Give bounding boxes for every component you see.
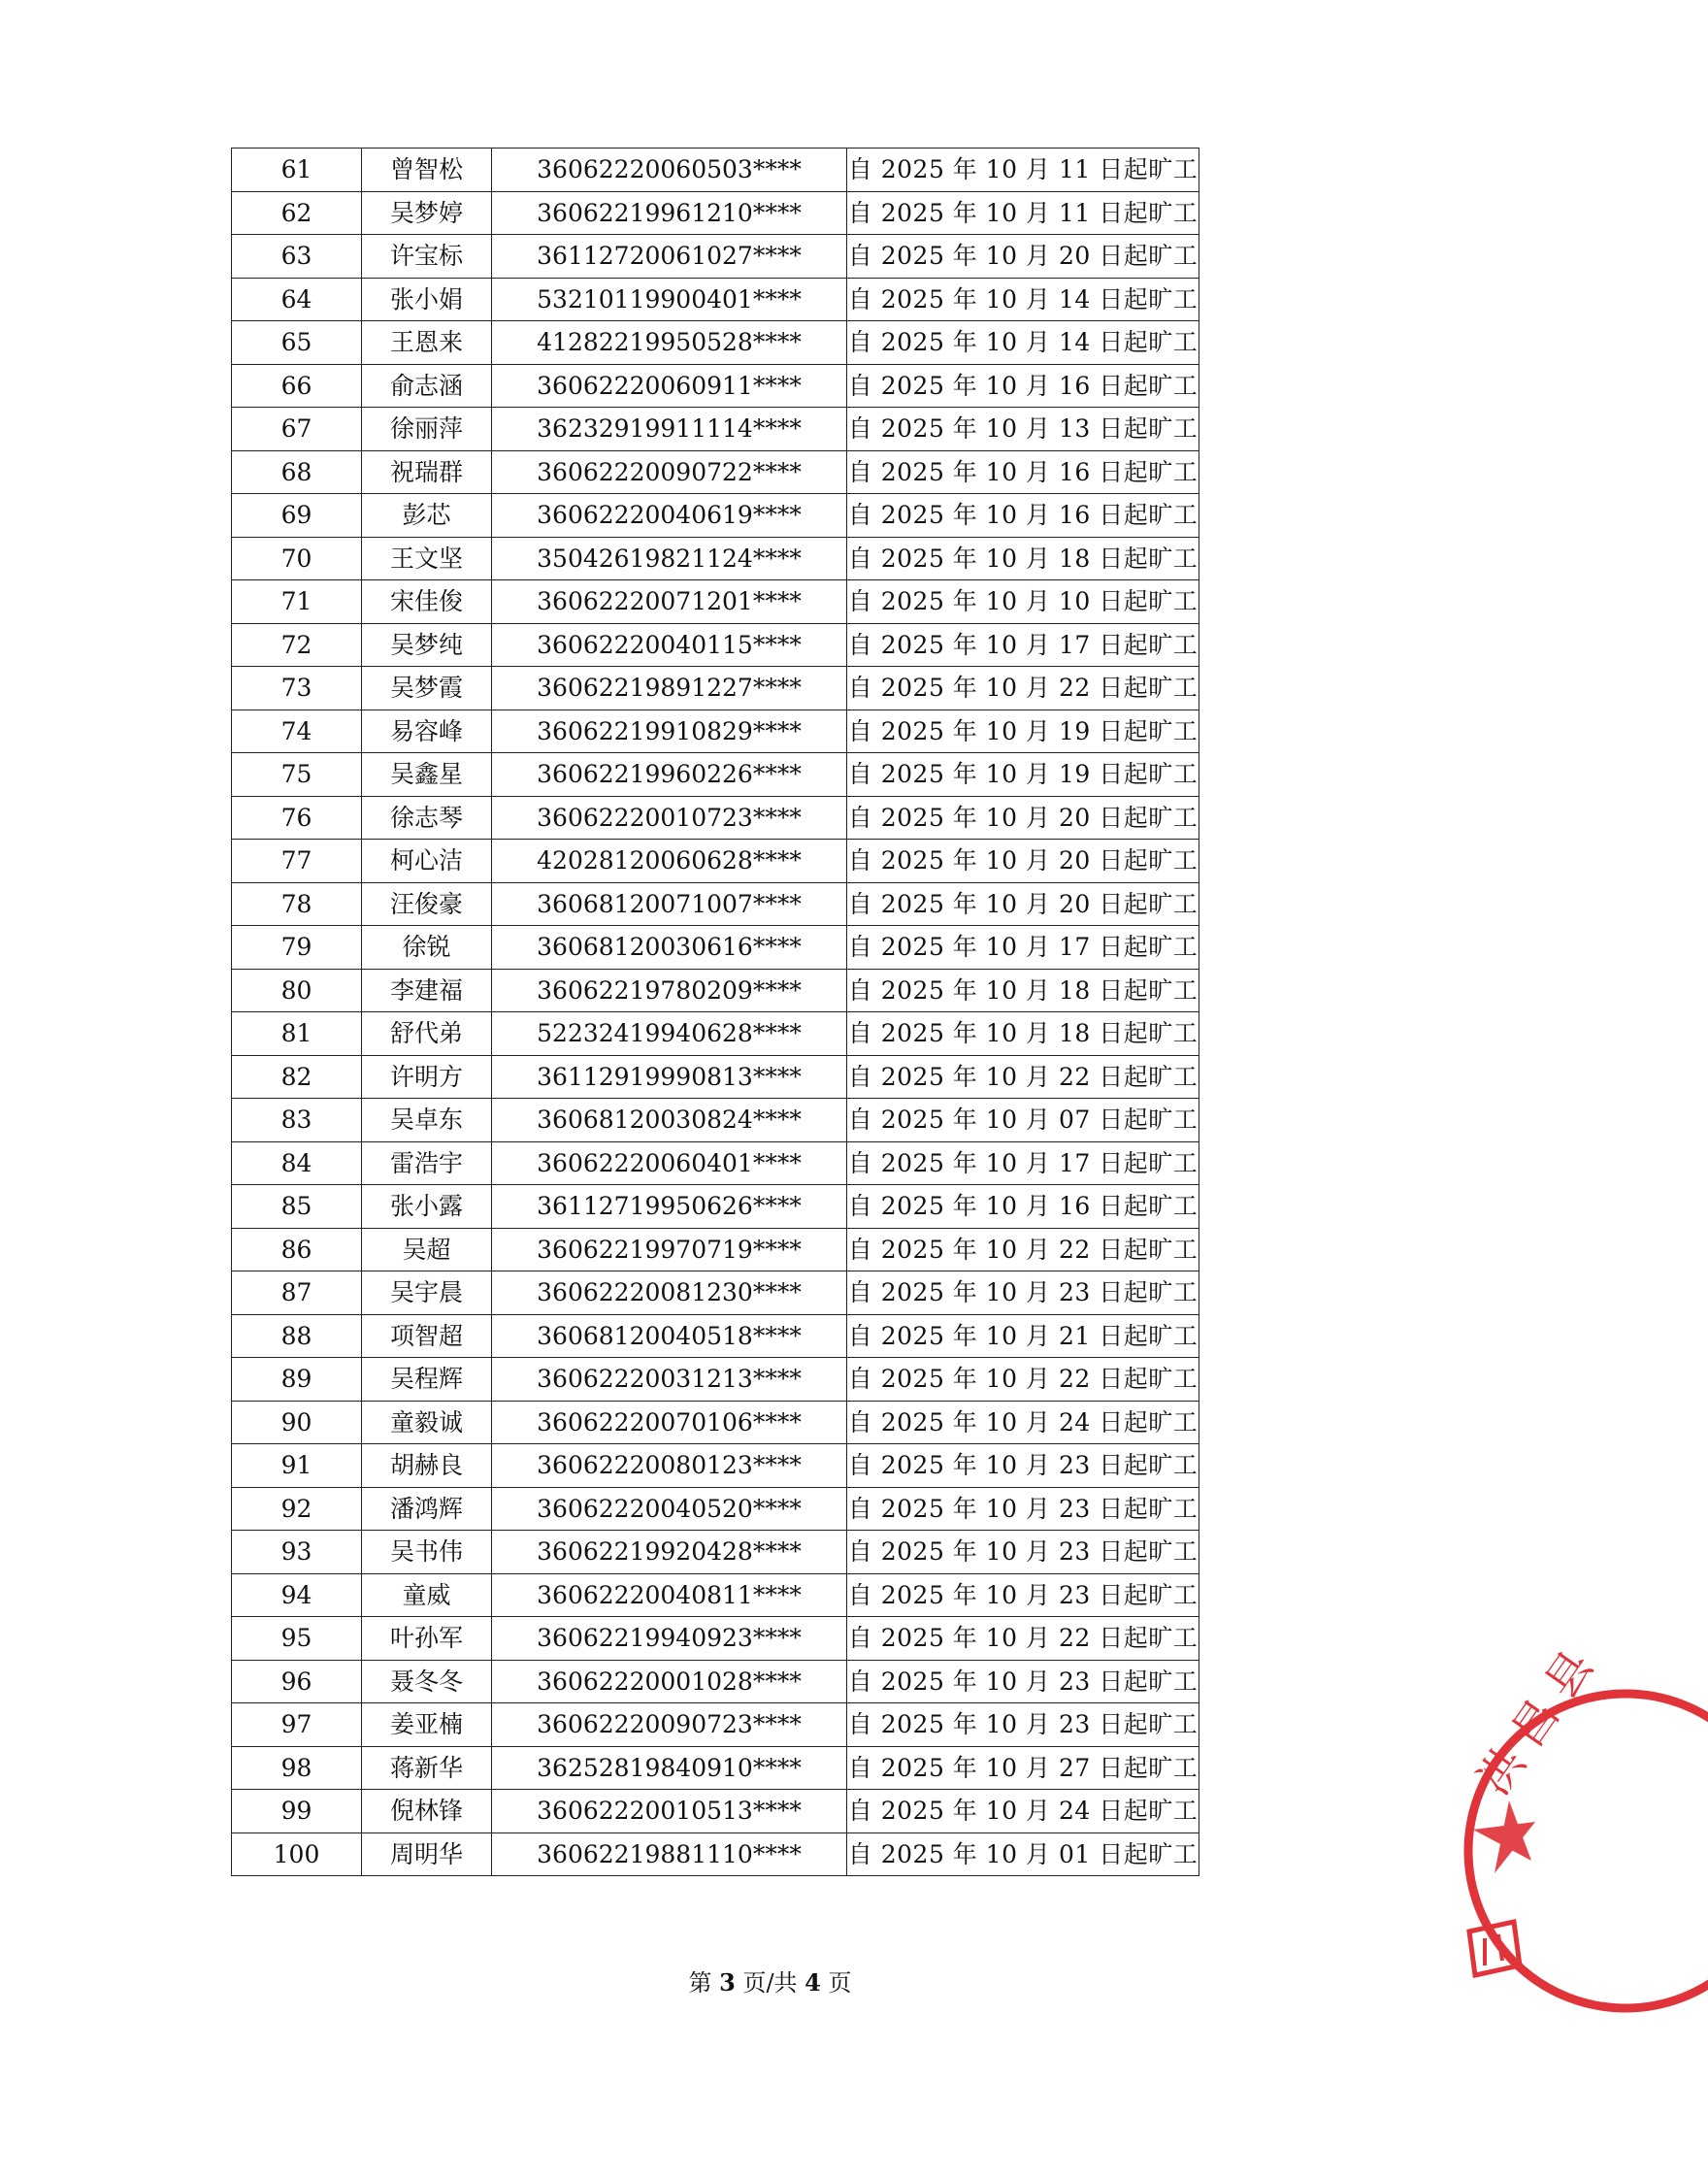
table-row: [232, 1832, 1199, 1876]
employee-name-cell: 潘鸿辉: [362, 1487, 492, 1531]
absence-status-cell: 自 2025 年 10 月 19 日起旷工: [847, 710, 1199, 753]
row-number-cell: 66: [232, 364, 362, 408]
row-number-cell: 92: [232, 1487, 362, 1531]
id-number-cell: 36062219920428****: [492, 1531, 847, 1574]
row-number-cell: 98: [232, 1746, 362, 1790]
row-number-cell: 70: [232, 537, 362, 580]
employee-name-cell: 吴程辉: [362, 1358, 492, 1402]
id-number-cell: 36062219970719****: [492, 1228, 847, 1271]
employee-name-cell: 徐志琴: [362, 796, 492, 840]
page-footer: [0, 1968, 1540, 1997]
employee-name-cell: 汪俊豪: [362, 882, 492, 926]
id-number-cell: 36062220040520****: [492, 1487, 847, 1531]
absence-status-cell: 自 2025 年 10 月 23 日起旷工: [847, 1660, 1199, 1703]
employee-name-cell: 吴超: [362, 1228, 492, 1271]
employee-name-cell: 吴书伟: [362, 1531, 492, 1574]
id-number-cell: 36068120030824****: [492, 1099, 847, 1142]
id-number-cell: 36062220090722****: [492, 450, 847, 494]
absence-status-cell: 自 2025 年 10 月 22 日起旷工: [847, 1228, 1199, 1271]
table-row: [232, 1660, 1199, 1703]
table-row: [232, 1703, 1199, 1747]
employee-name-cell: 宋佳俊: [362, 580, 492, 624]
absence-status-cell: 自 2025 年 10 月 19 日起旷工: [847, 753, 1199, 797]
id-number-cell: 36062219780209****: [492, 969, 847, 1012]
employee-name-cell: 吴梦霞: [362, 667, 492, 710]
employee-name-cell: 吴梦纯: [362, 623, 492, 667]
id-number-cell: 36062220040115****: [492, 623, 847, 667]
table-row: [232, 408, 1199, 451]
table-row: [232, 1314, 1199, 1358]
table-row: [232, 882, 1199, 926]
row-number-cell: 87: [232, 1271, 362, 1315]
table-row: [232, 710, 1199, 753]
table-row: [232, 494, 1199, 538]
employee-name-cell: 李建福: [362, 969, 492, 1012]
row-number-cell: 77: [232, 840, 362, 883]
id-number-cell: 36062220060911****: [492, 364, 847, 408]
absence-status-cell: 自 2025 年 10 月 17 日起旷工: [847, 1141, 1199, 1185]
table-row: [232, 753, 1199, 797]
id-number-cell: 53210119900401****: [492, 278, 847, 321]
employee-name-cell: 祝瑞群: [362, 450, 492, 494]
id-number-cell: 36232919911114****: [492, 408, 847, 451]
table-row: [232, 1401, 1199, 1444]
id-number-cell: 36068120040518****: [492, 1314, 847, 1358]
absence-status-cell: 自 2025 年 10 月 27 日起旷工: [847, 1746, 1199, 1790]
employee-name-cell: 童威: [362, 1573, 492, 1617]
employee-name-cell: 吴卓东: [362, 1099, 492, 1142]
footer-prefix: 第: [688, 1969, 720, 1997]
absence-status-cell: 自 2025 年 10 月 18 日起旷工: [847, 537, 1199, 580]
table-row: [232, 580, 1199, 624]
row-number-cell: 61: [232, 149, 362, 192]
table-row: [232, 149, 1199, 192]
id-number-cell: 36252819840910****: [492, 1746, 847, 1790]
absence-status-cell: 自 2025 年 10 月 18 日起旷工: [847, 969, 1199, 1012]
id-number-cell: 36062219960226****: [492, 753, 847, 797]
row-number-cell: 68: [232, 450, 362, 494]
absence-status-cell: 自 2025 年 10 月 14 日起旷工: [847, 321, 1199, 365]
employee-name-cell: 许明方: [362, 1055, 492, 1099]
table-row: [232, 1012, 1199, 1056]
table-row: [232, 969, 1199, 1012]
absence-status-cell: 自 2025 年 10 月 20 日起旷工: [847, 840, 1199, 883]
id-number-cell: 36062220081230****: [492, 1271, 847, 1315]
table-row: [232, 623, 1199, 667]
row-number-cell: 91: [232, 1444, 362, 1488]
employee-name-cell: 徐丽萍: [362, 408, 492, 451]
employee-name-cell: 吴鑫星: [362, 753, 492, 797]
row-number-cell: 81: [232, 1012, 362, 1056]
employee-name-cell: 项智超: [362, 1314, 492, 1358]
footer-suffix: 页: [820, 1969, 852, 1997]
absence-status-cell: 自 2025 年 10 月 23 日起旷工: [847, 1703, 1199, 1747]
id-number-cell: 36068120071007****: [492, 882, 847, 926]
id-number-cell: 52232419940628****: [492, 1012, 847, 1056]
id-number-cell: 36062220001028****: [492, 1660, 847, 1703]
absence-status-cell: 自 2025 年 10 月 16 日起旷工: [847, 450, 1199, 494]
id-number-cell: 41282219950528****: [492, 321, 847, 365]
absence-status-cell: 自 2025 年 10 月 14 日起旷工: [847, 278, 1199, 321]
id-number-cell: 36062219961210****: [492, 191, 847, 235]
absence-status-cell: 自 2025 年 10 月 17 日起旷工: [847, 926, 1199, 970]
table-row: [232, 1271, 1199, 1315]
table-row: [232, 1746, 1199, 1790]
id-number-cell: 36112719950626****: [492, 1185, 847, 1229]
row-number-cell: 97: [232, 1703, 362, 1747]
row-number-cell: 100: [232, 1832, 362, 1876]
row-number-cell: 84: [232, 1141, 362, 1185]
absence-status-cell: 自 2025 年 10 月 20 日起旷工: [847, 796, 1199, 840]
absence-status-cell: 自 2025 年 10 月 07 日起旷工: [847, 1099, 1199, 1142]
absence-status-cell: 自 2025 年 10 月 22 日起旷工: [847, 667, 1199, 710]
row-number-cell: 96: [232, 1660, 362, 1703]
seal-text: 洪 昌 县: [1466, 1640, 1603, 1804]
id-number-cell: 36112720061027****: [492, 235, 847, 279]
row-number-cell: 86: [232, 1228, 362, 1271]
table-row: [232, 1790, 1199, 1833]
id-number-cell: 36062220070106****: [492, 1401, 847, 1444]
employee-name-cell: 张小露: [362, 1185, 492, 1229]
absence-status-cell: 自 2025 年 10 月 22 日起旷工: [847, 1055, 1199, 1099]
table-row: [232, 840, 1199, 883]
absence-status-cell: 自 2025 年 10 月 13 日起旷工: [847, 408, 1199, 451]
table-row: [232, 321, 1199, 365]
employee-name-cell: 聂冬冬: [362, 1660, 492, 1703]
employee-name-cell: 张小娟: [362, 278, 492, 321]
table-row: [232, 537, 1199, 580]
id-number-cell: 36068120030616****: [492, 926, 847, 970]
row-number-cell: 93: [232, 1531, 362, 1574]
id-number-cell: 36062220060503****: [492, 149, 847, 192]
absence-status-cell: 自 2025 年 10 月 20 日起旷工: [847, 235, 1199, 279]
footer-total-pages: 4: [805, 1968, 821, 1997]
absence-status-cell: 自 2025 年 10 月 21 日起旷工: [847, 1314, 1199, 1358]
employee-name-cell: 许宝标: [362, 235, 492, 279]
id-number-cell: 42028120060628****: [492, 840, 847, 883]
id-number-cell: 36112919990813****: [492, 1055, 847, 1099]
employee-name-cell: 柯心洁: [362, 840, 492, 883]
table-row: [232, 1055, 1199, 1099]
table-row: [232, 1141, 1199, 1185]
absence-status-cell: 自 2025 年 10 月 24 日起旷工: [847, 1790, 1199, 1833]
id-number-cell: 36062220060401****: [492, 1141, 847, 1185]
row-number-cell: 82: [232, 1055, 362, 1099]
absence-status-cell: 自 2025 年 10 月 16 日起旷工: [847, 364, 1199, 408]
employee-name-cell: 周明华: [362, 1832, 492, 1876]
row-number-cell: 80: [232, 969, 362, 1012]
row-number-cell: 69: [232, 494, 362, 538]
row-number-cell: 73: [232, 667, 362, 710]
table-row: [232, 1531, 1199, 1574]
id-number-cell: 36062220040619****: [492, 494, 847, 538]
table-row: [232, 1444, 1199, 1488]
absence-status-cell: 自 2025 年 10 月 11 日起旷工: [847, 191, 1199, 235]
table-row: [232, 926, 1199, 970]
table-row: [232, 450, 1199, 494]
employee-name-cell: 徐锐: [362, 926, 492, 970]
id-number-cell: 36062219910829****: [492, 710, 847, 753]
roster-body: [232, 149, 1199, 1876]
employee-name-cell: 王恩来: [362, 321, 492, 365]
row-number-cell: 64: [232, 278, 362, 321]
row-number-cell: 65: [232, 321, 362, 365]
employee-name-cell: 蒋新华: [362, 1746, 492, 1790]
id-number-cell: 36062220031213****: [492, 1358, 847, 1402]
table-row: [232, 278, 1199, 321]
id-number-cell: 36062220071201****: [492, 580, 847, 624]
id-number-cell: 36062220080123****: [492, 1444, 847, 1488]
row-number-cell: 75: [232, 753, 362, 797]
table-row: [232, 364, 1199, 408]
absence-status-cell: 自 2025 年 10 月 16 日起旷工: [847, 494, 1199, 538]
employee-name-cell: 王文坚: [362, 537, 492, 580]
row-number-cell: 62: [232, 191, 362, 235]
absence-status-cell: 自 2025 年 10 月 23 日起旷工: [847, 1444, 1199, 1488]
table-row: [232, 796, 1199, 840]
id-number-cell: 35042619821124****: [492, 537, 847, 580]
row-number-cell: 76: [232, 796, 362, 840]
id-number-cell: 36062219881110****: [492, 1832, 847, 1876]
row-number-cell: 88: [232, 1314, 362, 1358]
row-number-cell: 85: [232, 1185, 362, 1229]
table-row: [232, 1228, 1199, 1271]
table-row: [232, 235, 1199, 279]
employee-name-cell: 俞志涵: [362, 364, 492, 408]
row-number-cell: 90: [232, 1401, 362, 1444]
table-row: [232, 1487, 1199, 1531]
employee-name-cell: 舒代弟: [362, 1012, 492, 1056]
id-number-cell: 36062219891227****: [492, 667, 847, 710]
row-number-cell: 72: [232, 623, 362, 667]
absence-status-cell: 自 2025 年 10 月 18 日起旷工: [847, 1012, 1199, 1056]
id-number-cell: 36062220010723****: [492, 796, 847, 840]
absence-status-cell: 自 2025 年 10 月 17 日起旷工: [847, 623, 1199, 667]
employee-name-cell: 吴梦婷: [362, 191, 492, 235]
employee-name-cell: 叶孙军: [362, 1617, 492, 1661]
absence-status-cell: 自 2025 年 10 月 22 日起旷工: [847, 1617, 1199, 1661]
id-number-cell: 36062220010513****: [492, 1790, 847, 1833]
footer-page-number: 3: [719, 1968, 736, 1997]
row-number-cell: 94: [232, 1573, 362, 1617]
table-row: [232, 667, 1199, 710]
row-number-cell: 71: [232, 580, 362, 624]
employee-name-cell: 胡赫良: [362, 1444, 492, 1488]
absence-status-cell: 自 2025 年 10 月 23 日起旷工: [847, 1487, 1199, 1531]
employee-name-cell: 易容峰: [362, 710, 492, 753]
table-row: [232, 1617, 1199, 1661]
absence-status-cell: 自 2025 年 10 月 23 日起旷工: [847, 1531, 1199, 1574]
row-number-cell: 89: [232, 1358, 362, 1402]
row-number-cell: 95: [232, 1617, 362, 1661]
table-row: [232, 1358, 1199, 1402]
absence-status-cell: 自 2025 年 10 月 16 日起旷工: [847, 1185, 1199, 1229]
employee-name-cell: 童毅诚: [362, 1401, 492, 1444]
employee-name-cell: 倪林锋: [362, 1790, 492, 1833]
absence-status-cell: 自 2025 年 10 月 23 日起旷工: [847, 1271, 1199, 1315]
row-number-cell: 99: [232, 1790, 362, 1833]
official-seal-icon: [1456, 1640, 1603, 2019]
absence-status-cell: 自 2025 年 10 月 22 日起旷工: [847, 1358, 1199, 1402]
table-row: [232, 1573, 1199, 1617]
row-number-cell: 79: [232, 926, 362, 970]
employee-name-cell: 彭芯: [362, 494, 492, 538]
id-number-cell: 36062220090723****: [492, 1703, 847, 1747]
absence-status-cell: 自 2025 年 10 月 11 日起旷工: [847, 149, 1199, 192]
row-number-cell: 74: [232, 710, 362, 753]
employee-name-cell: 曾智松: [362, 149, 492, 192]
absence-status-cell: 自 2025 年 10 月 10 日起旷工: [847, 580, 1199, 624]
employee-name-cell: 吴宇晨: [362, 1271, 492, 1315]
table-row: [232, 1099, 1199, 1142]
absence-roster-table: [231, 148, 1199, 1876]
id-number-cell: 36062219940923****: [492, 1617, 847, 1661]
table-row: [232, 1185, 1199, 1229]
absence-status-cell: 自 2025 年 10 月 23 日起旷工: [847, 1573, 1199, 1617]
id-number-cell: 36062220040811****: [492, 1573, 847, 1617]
absence-status-cell: 自 2025 年 10 月 01 日起旷工: [847, 1832, 1199, 1876]
table-row: [232, 191, 1199, 235]
row-number-cell: 67: [232, 408, 362, 451]
employee-name-cell: 雷浩宇: [362, 1141, 492, 1185]
footer-middle: 页/共: [735, 1969, 805, 1997]
row-number-cell: 83: [232, 1099, 362, 1142]
row-number-cell: 63: [232, 235, 362, 279]
absence-status-cell: 自 2025 年 10 月 20 日起旷工: [847, 882, 1199, 926]
absence-status-cell: 自 2025 年 10 月 24 日起旷工: [847, 1401, 1199, 1444]
row-number-cell: 78: [232, 882, 362, 926]
employee-name-cell: 姜亚楠: [362, 1703, 492, 1747]
